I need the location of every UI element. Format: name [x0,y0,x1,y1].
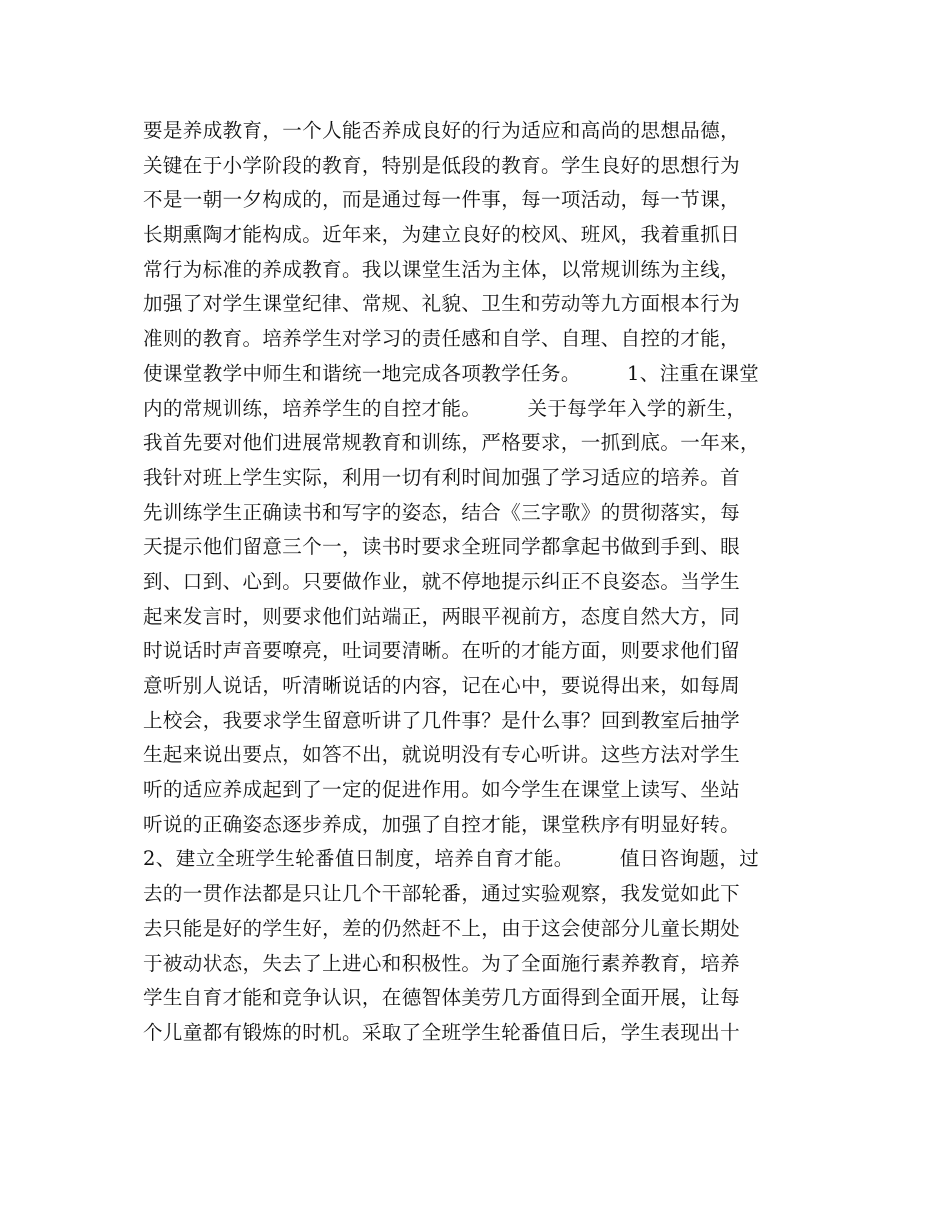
text-line: 关键在于小学阶段的教育，特别是低段的教育。学生良好的思想行为 [143,153,741,177]
text-line: 我针对班上学生实际，利用一切有利时间加强了学习适应的培养。首 [143,465,741,489]
text-line: 听的适应养成起到了一定的促进作用。如今学生在课堂上读写、坐站 [143,778,741,802]
text-line: 先训练学生正确读书和写字的姿态，结合《三字歌》的贯彻落实，每 [143,500,741,524]
text-line: 不是一朝一夕构成的，而是通过每一件事，每一项活动，每一节课， [143,188,741,212]
text-line: 准则的教育。培养学生对学习的责任感和自学、自理、自控的才能， [143,327,741,351]
text-line: 内的常规训练，培养学生的自控才能。 关于每学年入学的新生， [143,396,747,420]
text-line: 去只能是好的学生好，差的仍然赶不上，由于这会使部分儿童长期处 [143,916,741,940]
text-line: 去的一贯作法都是只让几个干部轮番，通过实验观察，我发觉如此下 [143,882,741,906]
text-line: 2、建立全班学生轮番值日制度，培养自育才能。 值日咨询题，过 [143,847,760,871]
text-line: 生起来说出要点，如答不出，就说明没有专心听讲。这些方法对学生 [143,743,741,767]
text-line: 到、口到、心到。只要做作业，就不停地提示纠正不良姿态。当学生 [143,569,741,593]
text-line: 于被动状态，失去了上进心和积极性。为了全面施行素养教育，培养 [143,951,741,975]
text-line: 意听别人说话，听清晰说话的内容，记在心中，要说得出来，如每周 [143,674,741,697]
text-line: 上校会，我要求学生留意听讲了几件事？是什么事？回到教室后抽学 [143,708,741,732]
text-line: 个儿童都有锻炼的时机。采取了全班学生轮番值日后，学生表现出十 [143,1020,741,1044]
text-line: 天提示他们留意三个一，读书时要求全班同学都拿起书做到手到、眼 [143,535,741,559]
text-line: 加强了对学生课堂纪律、常规、礼貌、卫生和劳动等九方面根本行为 [143,292,741,316]
text-line: 我首先要对他们进展常规教育和训练，严格要求，一抓到底。一年来， [143,431,760,455]
text-line: 学生自育才能和竞争认识，在德智体美劳几方面得到全面开展，让每 [143,986,741,1010]
text-line: 要是养成教育，一个人能否养成良好的行为适应和高尚的思想品德， [143,119,741,142]
text-line: 时说话时声音要嘹亮，吐词要清晰。在听的才能方面，则要求他们留 [143,639,741,663]
body-text [143,114,833,1051]
text-line: 常行为标准的养成教育。我以课堂生活为主体，以常规训练为主线， [143,257,741,281]
text-line: 起来发言时，则要求他们站端正，两眼平视前方，态度自然大方，同 [143,604,741,628]
text-line: 长期熏陶才能构成。近年来，为建立良好的校风、班风，我着重抓日 [143,223,741,247]
text-line: 使课堂教学中师生和谐统一地完成各项教学任务。 1、注重在课堂 [143,361,760,385]
text-line: 听说的正确姿态逐步养成，加强了自控才能，课堂秩序有明显好转。 [143,812,741,836]
